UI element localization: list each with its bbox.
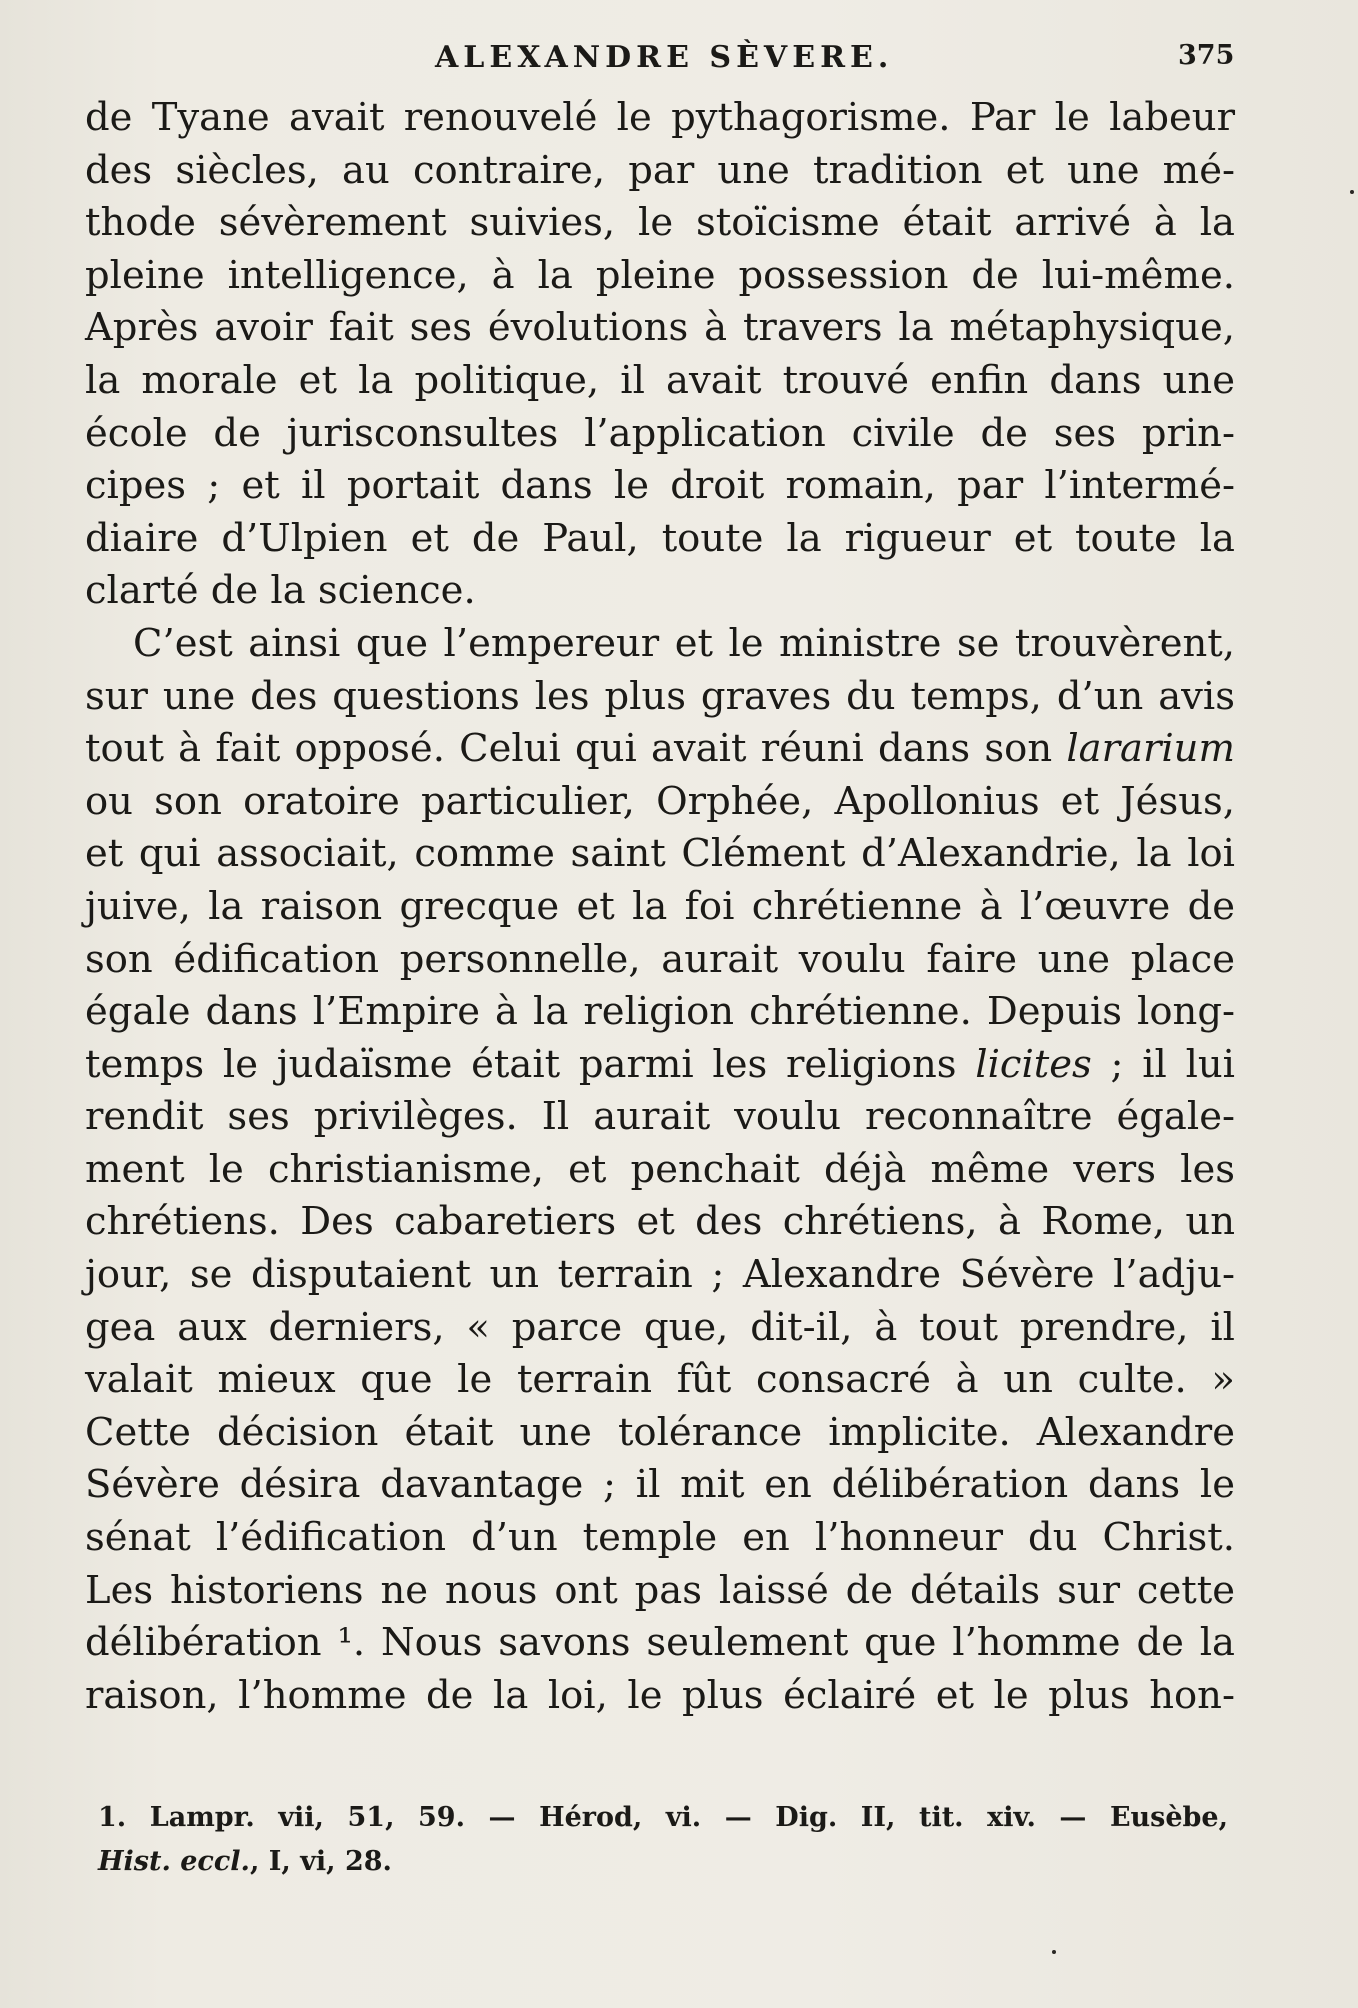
text-line: gea aux derniers, « parce que, dit-il, à tout prendre, il	[85, 1304, 1235, 1350]
text-line: juive, la raison grecque et la foi chrétienne à l’œuvre de	[85, 883, 1235, 929]
text-line: école de jurisconsultes l’application civile de ses prin-	[85, 410, 1235, 456]
text-line: ou son oratoire particulier, Orphée, Apollonius et Jésus,	[85, 778, 1235, 824]
text-line: Cette décision était une tolérance implicite. Alexandre	[85, 1409, 1235, 1455]
text-line: délibération ¹. Nous savons seulement que l’homme de la	[85, 1620, 1235, 1666]
text-line: temps le judaïsme était parmi les religions licites ; il lui	[85, 1041, 1235, 1087]
text-line: thode sévèrement suivies, le stoïcisme était arrivé à la	[85, 200, 1235, 246]
text-line: son édification personnelle, aurait voulu faire une place	[85, 936, 1235, 982]
italic-term: lararium	[1066, 726, 1235, 772]
paper-speck	[1350, 190, 1354, 194]
running-head-title: ALEXANDRE SÈVERE.	[435, 40, 894, 75]
text-line: Les historiens ne nous ont pas laissé de détails sur cette	[85, 1567, 1235, 1613]
italic-term: licites	[975, 1041, 1092, 1087]
footnote-line: 1. Lampr. vii, 51, 59. — Hérod, vi. — Dig. II, tit. xiv. — Eusèbe,	[98, 1802, 1228, 1833]
text-line: valait mieux que le terrain fût consacré à un culte. »	[85, 1357, 1235, 1403]
page-number: 375	[1178, 40, 1235, 71]
text-line: chrétiens. Des cabaretiers et des chrétiens, à Rome, un	[85, 1199, 1235, 1245]
text-line: et qui associait, comme saint Clément d’Alexandrie, la loi	[85, 831, 1235, 877]
text-line: C’est ainsi que l’empereur et le ministre se trouvèrent,	[133, 620, 1235, 666]
paper-speck	[1052, 1950, 1056, 1954]
text-line: ment le christianisme, et penchait déjà même vers les	[85, 1146, 1235, 1192]
text-line: raison, l’homme de la loi, le plus éclairé et le plus hon-	[85, 1672, 1235, 1718]
text-line: tout à fait opposé. Celui qui avait réuni dans son lararium	[85, 726, 1235, 772]
text-line: rendit ses privilèges. Il aurait voulu reconnaître égale-	[85, 1094, 1235, 1140]
text-line: Après avoir fait ses évolutions à travers la métaphysique,	[85, 305, 1235, 351]
text-line: cipes ; et il portait dans le droit romain, par l’intermé-	[85, 463, 1235, 509]
text-line: sénat l’édification d’un temple en l’honneur du Christ.	[85, 1515, 1235, 1561]
footnotes	[98, 1796, 1228, 1884]
text-line: pleine intelligence, à la pleine possession de lui-même.	[85, 252, 1235, 298]
body-text	[85, 92, 1235, 1722]
text-line: des siècles, au contraire, par une tradition et une mé-	[85, 147, 1235, 193]
text-line: jour, se disputaient un terrain ; Alexandre Sévère l’adju-	[85, 1252, 1235, 1298]
text-line: égale dans l’Empire à la religion chrétienne. Depuis long-	[85, 989, 1235, 1035]
running-head	[0, 40, 1358, 80]
text-line: diaire d’Ulpien et de Paul, toute la rigueur et toute la	[85, 515, 1235, 561]
text-line: sur une des questions les plus graves du temps, d’un avis	[85, 673, 1235, 719]
footnote-line: Hist. eccl., I, vi, 28.	[98, 1846, 392, 1877]
text-line: de Tyane avait renouvelé le pythagorisme. Par le labeur	[85, 95, 1235, 140]
italic-term: Hist. eccl.	[98, 1846, 250, 1877]
text-line: la morale et la politique, il avait trouvé enfin dans une	[85, 357, 1235, 403]
text-line: clarté de la science.	[85, 568, 476, 614]
text-line: Sévère désira davantage ; il mit en délibération dans le	[85, 1462, 1235, 1508]
